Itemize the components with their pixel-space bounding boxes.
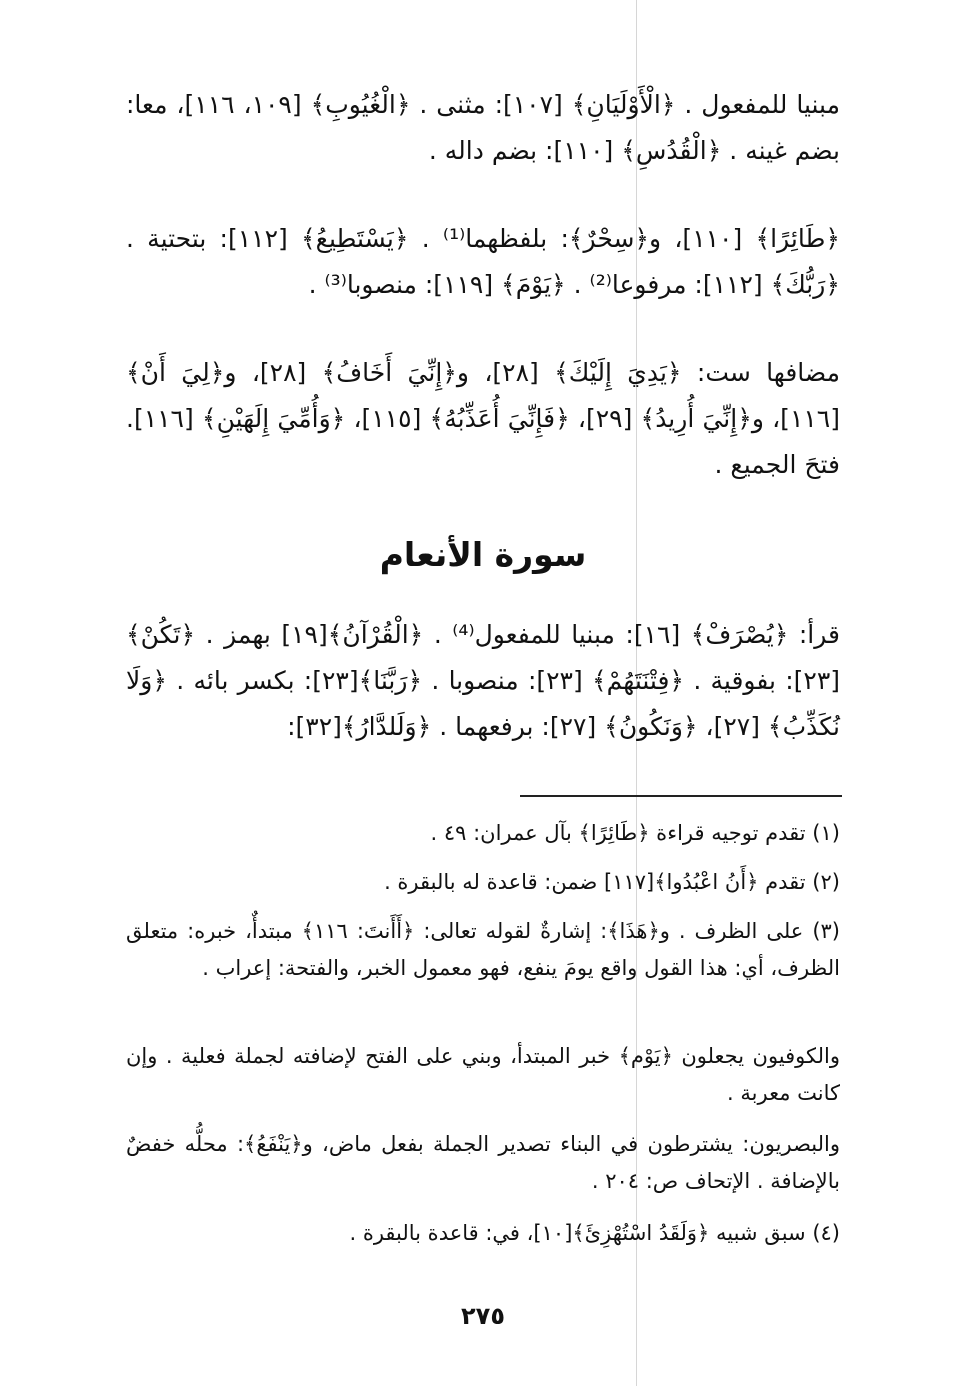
footnote-4: (٤) سبق شبيه ﴿وَلَقَدُ اسْتُهْزِئَ﴾[١٠]، في: قاعدة بالبقرة . <box>349 1221 840 1245</box>
footnote-2: (٢) تقدم ﴿أَنُ اعْبُدُوا﴾[١١٧] ضمن: قاعدة له بالبقرة . <box>384 870 840 894</box>
footnote-separator <box>520 795 842 797</box>
paragraph-after-title: قرأ: ﴿يُصْرَفْ﴾ [١٦]: مبنيا للمفعول⁽⁴⁾ . ﴿الْقُرْآنُ﴾[١٩] بهمز . ﴿تَكُنْ﴾ [٢٣]: بفوقية . ﴿فِتْنَتَهُمْ﴾ [٢٣]: منصوبا . ﴿رَبَّنَا﴾[٢٣]: بكسر بائه . ﴿وَلَا نُكَذِّبُ﴾ [٢٧]، ﴿وَنَكُونُ﴾ [٢٧]: برفعهما . ﴿وَلَلدَّارُ﴾[٣٢]: <box>126 620 841 741</box>
paragraph-1: مبنيا للمفعول . ﴿الْأَوْلَيَانِ﴾ [١٠٧]: مثنى . ﴿الْغُيُوبِ﴾ [١٠٩، ١١٦]، معا: بضم غينه . ﴿الْقُدُسِ﴾ [١١٠]: بضم داله . <box>126 90 840 165</box>
paragraph-3: مضافها ست: ﴿يَدِيَ إِلَيْكَ﴾ [٢٨]، و﴿إِنِّيَ أَخَافُ﴾ [٢٨]، و﴿لِيَ أَنْ﴾ [١١٦]، و﴿إِنِّيَ أُرِيدُ﴾ [٢٩]، ﴿فَإِنِّيَ أُعَذِّبُهُ﴾ [١١٥]، ﴿وَأُمِّيَ إِلَهَيْنِ﴾ [١١٦]. فتحَ الجميع . <box>126 358 840 479</box>
footnote-1: (١) تقدم توجيه قراءة ﴿طَائِرًا﴾ بآل عمران: ٤٩ . <box>430 821 840 845</box>
footnote-3: (٣) على الظرف . و﴿هَذَا﴾: إشارةٌ لقوله تعالى: ﴿أَأَنتَ: ١١٦﴾ مبتدأٌ، خبره: متعلق الظرف، أي: هذا القول واقع يومَ ينفع، فهو معمول الخبر، والفتحة: إعراب . <box>126 919 840 980</box>
footnote-3-continued-basran: والبصريون: يشترطون في البناء تصدير الجملة بفعل ماض، و﴿يَنْفَعُ﴾: محلُّه خفضٌ بالإضافة . الإتحاف ص: ٢٠٤ . <box>126 1132 840 1193</box>
footnote-3-continued-kufan: والكوفيون يجعلون ﴿يَوْم﴾ خبر المبتدأ، وبني على الفتح لإضافته لجملة فعلية . وإن كانت معربة . <box>126 1044 840 1105</box>
paragraph-2: ﴿طَائِرًا﴾ [١١٠]، و﴿سِحْرٌ﴾: بلفظهما⁽¹⁾ . ﴿يَسْتَطِيعُ﴾ [١١٢]: بتحتية . ﴿رَبُّكَ﴾ [١١٢]: مرفوعا⁽²⁾ . ﴿يَوْمَ﴾ [١١٩]: منصوبا⁽³⁾ . <box>126 224 841 299</box>
surah-title: سورة الأنعام <box>379 535 587 574</box>
page-number: ٢٧٥ <box>461 1302 505 1330</box>
